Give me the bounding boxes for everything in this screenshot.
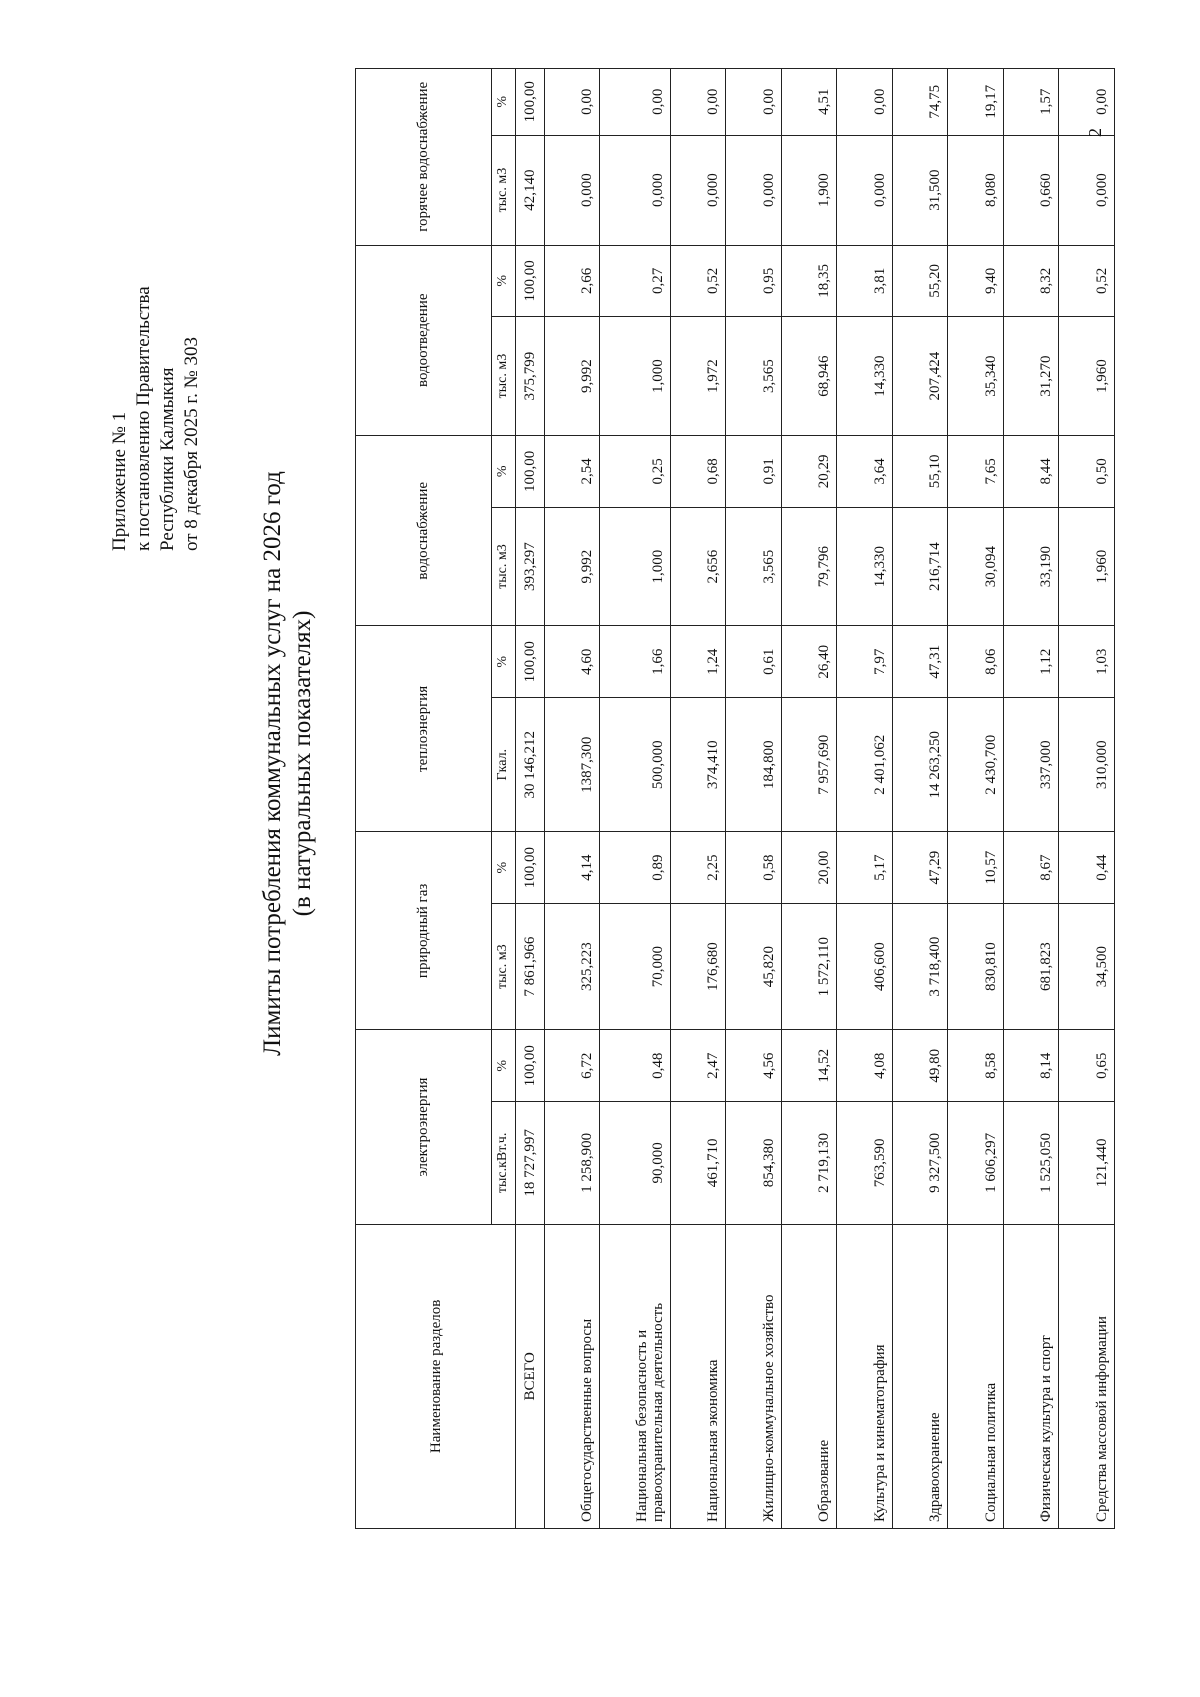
cell-water-pct: 100,00 [516, 436, 545, 508]
cell-electricity: 2 719,130 [781, 1102, 837, 1225]
cell-sewer: 68,946 [781, 317, 837, 436]
document-title [258, 0, 318, 1527]
cell-water-pct: 3,64 [837, 436, 893, 508]
unit-pct: % [491, 626, 516, 698]
cell-gas: 406,600 [837, 903, 893, 1030]
table-row [781, 69, 837, 1529]
cell-sewer-pct: 8,32 [1003, 245, 1059, 317]
cell-water: 2,656 [670, 507, 726, 626]
cell-water: 79,796 [781, 507, 837, 626]
cell-electricity: 9 327,500 [892, 1102, 948, 1225]
cell-sewer-pct: 0,52 [1059, 245, 1115, 317]
cell-heat: 14 263,250 [892, 698, 948, 832]
unit-heat: Гкал. [491, 698, 516, 832]
cell-sewer: 31,270 [1003, 317, 1059, 436]
cell-gas: 3 718,400 [892, 903, 948, 1030]
cell-heat-pct: 8,06 [948, 626, 1004, 698]
cell-hotwater-pct: 0,00 [1059, 69, 1115, 136]
cell-hotwater-pct: 0,00 [670, 69, 726, 136]
cell-heat: 1387,300 [544, 698, 600, 832]
row-name: Образование [781, 1224, 837, 1528]
cell-water: 9,992 [544, 507, 600, 626]
cell-heat-pct: 1,12 [1003, 626, 1059, 698]
cell-sewer: 1,960 [1059, 317, 1115, 436]
cell-gas: 34,500 [1059, 903, 1115, 1030]
cell-electricity: 461,710 [670, 1102, 726, 1225]
row-name: ВСЕГО [516, 1224, 545, 1528]
cell-electricity: 90,000 [600, 1102, 670, 1225]
table-row [1059, 69, 1115, 1529]
cell-hotwater: 8,080 [948, 135, 1004, 245]
cell-heat: 374,410 [670, 698, 726, 832]
cell-water: 14,330 [837, 507, 893, 626]
cell-water: 30,094 [948, 507, 1004, 626]
cell-electricity: 1 525,050 [1003, 1102, 1059, 1225]
cell-sewer-pct: 9,40 [948, 245, 1004, 317]
cell-heat-pct: 7,97 [837, 626, 893, 698]
cell-hotwater: 0,000 [726, 135, 782, 245]
table-header-groups [356, 69, 492, 1529]
cell-hotwater-pct: 100,00 [516, 69, 545, 136]
row-name: Здравоохранение [892, 1224, 948, 1528]
cell-electricity: 763,590 [837, 1102, 893, 1225]
cell-gas-pct: 2,25 [670, 832, 726, 904]
cell-electricity-pct: 100,00 [516, 1030, 545, 1102]
unit-gas: тыс. м3 [491, 903, 516, 1030]
cell-water: 393,297 [516, 507, 545, 626]
cell-gas: 7 861,966 [516, 903, 545, 1030]
cell-hotwater-pct: 0,00 [837, 69, 893, 136]
appendix-line-4: от 8 декабря 2025 г. № 303 [181, 337, 202, 551]
group-header-water: водоснабжение [356, 436, 492, 627]
cell-sewer: 3,565 [726, 317, 782, 436]
title-line-1: Лимиты потребления коммунальных услуг на 2026 год [259, 471, 286, 1056]
cell-sewer: 375,799 [516, 317, 545, 436]
cell-sewer-pct: 0,27 [600, 245, 670, 317]
cell-water-pct: 2,54 [544, 436, 600, 508]
cell-heat-pct: 100,00 [516, 626, 545, 698]
unit-pct: % [491, 436, 516, 508]
row-name: Физическая культура и спорт [1003, 1224, 1059, 1528]
cell-heat: 500,000 [600, 698, 670, 832]
cell-gas: 325,223 [544, 903, 600, 1030]
appendix-header [108, 286, 204, 551]
table-row [726, 69, 782, 1529]
cell-heat: 310,000 [1059, 698, 1115, 832]
cell-hotwater: 0,000 [837, 135, 893, 245]
cell-water: 1,960 [1059, 507, 1115, 626]
unit-pct: % [491, 245, 516, 317]
cell-hotwater: 0,660 [1003, 135, 1059, 245]
cell-gas-pct: 0,58 [726, 832, 782, 904]
group-header-heat: теплоэнергия [356, 626, 492, 832]
table-row-total [516, 69, 545, 1529]
unit-sewer: тыс. м3 [491, 317, 516, 436]
cell-electricity-pct: 49,80 [892, 1030, 948, 1102]
cell-water: 1,000 [600, 507, 670, 626]
cell-electricity-pct: 4,56 [726, 1030, 782, 1102]
cell-hotwater: 0,000 [600, 135, 670, 245]
cell-electricity: 854,380 [726, 1102, 782, 1225]
cell-sewer-pct: 0,52 [670, 245, 726, 317]
unit-hotwater: тыс. м3 [491, 135, 516, 245]
cell-water-pct: 7,65 [948, 436, 1004, 508]
cell-gas-pct: 20,00 [781, 832, 837, 904]
cell-heat-pct: 1,66 [600, 626, 670, 698]
cell-water-pct: 0,68 [670, 436, 726, 508]
cell-water-pct: 8,44 [1003, 436, 1059, 508]
cell-hotwater: 0,000 [1059, 135, 1115, 245]
cell-electricity-pct: 2,47 [670, 1030, 726, 1102]
cell-sewer-pct: 55,20 [892, 245, 948, 317]
unit-pct: % [491, 69, 516, 136]
cell-gas: 681,823 [1003, 903, 1059, 1030]
cell-gas-pct: 47,29 [892, 832, 948, 904]
unit-water: тыс. м3 [491, 507, 516, 626]
cell-sewer-pct: 18,35 [781, 245, 837, 317]
cell-electricity-pct: 0,65 [1059, 1030, 1115, 1102]
cell-sewer-pct: 0,95 [726, 245, 782, 317]
cell-water-pct: 0,25 [600, 436, 670, 508]
row-name: Общегосударственные вопросы [544, 1224, 600, 1528]
cell-hotwater-pct: 4,51 [781, 69, 837, 136]
page-number: 2 [1085, 128, 1105, 137]
cell-sewer: 1,972 [670, 317, 726, 436]
cell-electricity-pct: 4,08 [837, 1030, 893, 1102]
table-row [670, 69, 726, 1529]
unit-pct: % [491, 1030, 516, 1102]
cell-sewer: 9,992 [544, 317, 600, 436]
cell-hotwater: 31,500 [892, 135, 948, 245]
cell-gas-pct: 100,00 [516, 832, 545, 904]
cell-gas-pct: 10,57 [948, 832, 1004, 904]
cell-heat-pct: 47,31 [892, 626, 948, 698]
cell-heat: 2 430,700 [948, 698, 1004, 832]
table-row [948, 69, 1004, 1529]
cell-water-pct: 20,29 [781, 436, 837, 508]
title-line-2: (в натуральных показателях) [289, 610, 316, 917]
row-name: Жилищно-коммунальное хозяйство [726, 1224, 782, 1528]
table-row [892, 69, 948, 1529]
cell-gas: 1 572,110 [781, 903, 837, 1030]
cell-water-pct: 55,10 [892, 436, 948, 508]
cell-sewer-pct: 3,81 [837, 245, 893, 317]
cell-hotwater: 1,900 [781, 135, 837, 245]
group-header-sewer: водоотведение [356, 245, 492, 435]
cell-sewer-pct: 2,66 [544, 245, 600, 317]
group-header-gas: природный газ [356, 832, 492, 1030]
cell-hotwater-pct: 0,00 [544, 69, 600, 136]
limits-table [355, 68, 1115, 1529]
cell-heat: 337,000 [1003, 698, 1059, 832]
cell-heat-pct: 1,24 [670, 626, 726, 698]
cell-electricity: 18 727,997 [516, 1102, 545, 1225]
group-header-hotwater: горячее водоснабжение [356, 69, 492, 246]
cell-hotwater-pct: 74,75 [892, 69, 948, 136]
cell-hotwater: 42,140 [516, 135, 545, 245]
cell-heat-pct: 4,60 [544, 626, 600, 698]
cell-water: 33,190 [1003, 507, 1059, 626]
cell-hotwater-pct: 19,17 [948, 69, 1004, 136]
cell-electricity-pct: 0,48 [600, 1030, 670, 1102]
cell-sewer: 1,000 [600, 317, 670, 436]
cell-gas-pct: 0,44 [1059, 832, 1115, 904]
appendix-line-1: Приложение № 1 [109, 411, 130, 551]
cell-sewer-pct: 100,00 [516, 245, 545, 317]
cell-electricity-pct: 14,52 [781, 1030, 837, 1102]
cell-hotwater: 0,000 [544, 135, 600, 245]
row-name: Культура и кинематография [837, 1224, 893, 1528]
cell-gas: 176,680 [670, 903, 726, 1030]
cell-hotwater-pct: 0,00 [726, 69, 782, 136]
cell-electricity: 1 606,297 [948, 1102, 1004, 1225]
cell-gas-pct: 5,17 [837, 832, 893, 904]
cell-hotwater-pct: 1,57 [1003, 69, 1059, 136]
cell-electricity: 1 258,900 [544, 1102, 600, 1225]
cell-heat-pct: 0,61 [726, 626, 782, 698]
table-row [837, 69, 893, 1529]
cell-water: 216,714 [892, 507, 948, 626]
cell-water-pct: 0,91 [726, 436, 782, 508]
table-row [600, 69, 670, 1529]
cell-heat: 7 957,690 [781, 698, 837, 832]
cell-electricity-pct: 8,58 [948, 1030, 1004, 1102]
unit-electricity: тыс.кВт.ч. [491, 1102, 516, 1225]
table-row [544, 69, 600, 1529]
row-name: Социальная политика [948, 1224, 1004, 1528]
cell-sewer: 14,330 [837, 317, 893, 436]
group-header-electricity: электроэнергия [356, 1030, 492, 1224]
cell-heat: 184,800 [726, 698, 782, 832]
cell-electricity: 121,440 [1059, 1102, 1115, 1225]
cell-gas-pct: 8,67 [1003, 832, 1059, 904]
cell-heat: 2 401,062 [837, 698, 893, 832]
cell-gas: 830,810 [948, 903, 1004, 1030]
row-name: Национальная безопасность и правоохранительная деятельность [600, 1224, 670, 1528]
cell-water-pct: 0,50 [1059, 436, 1115, 508]
cell-electricity-pct: 8,14 [1003, 1030, 1059, 1102]
table-row [1003, 69, 1059, 1529]
cell-hotwater-pct: 0,00 [600, 69, 670, 136]
cell-hotwater: 0,000 [670, 135, 726, 245]
row-name: Национальная экономика [670, 1224, 726, 1528]
cell-heat-pct: 26,40 [781, 626, 837, 698]
name-column-header: Наименование разделов [356, 1224, 516, 1528]
cell-sewer: 207,424 [892, 317, 948, 436]
appendix-line-3: Республики Калмыкия [157, 367, 178, 551]
cell-water: 3,565 [726, 507, 782, 626]
row-name: Средства массовой информации [1059, 1224, 1115, 1528]
cell-gas-pct: 0,89 [600, 832, 670, 904]
cell-gas: 70,000 [600, 903, 670, 1030]
cell-gas: 45,820 [726, 903, 782, 1030]
cell-gas-pct: 4,14 [544, 832, 600, 904]
cell-sewer: 35,340 [948, 317, 1004, 436]
cell-heat-pct: 1,03 [1059, 626, 1115, 698]
cell-heat: 30 146,212 [516, 698, 545, 832]
unit-pct: % [491, 832, 516, 904]
cell-electricity-pct: 6,72 [544, 1030, 600, 1102]
appendix-line-2: к постановлению Правительства [133, 286, 154, 551]
